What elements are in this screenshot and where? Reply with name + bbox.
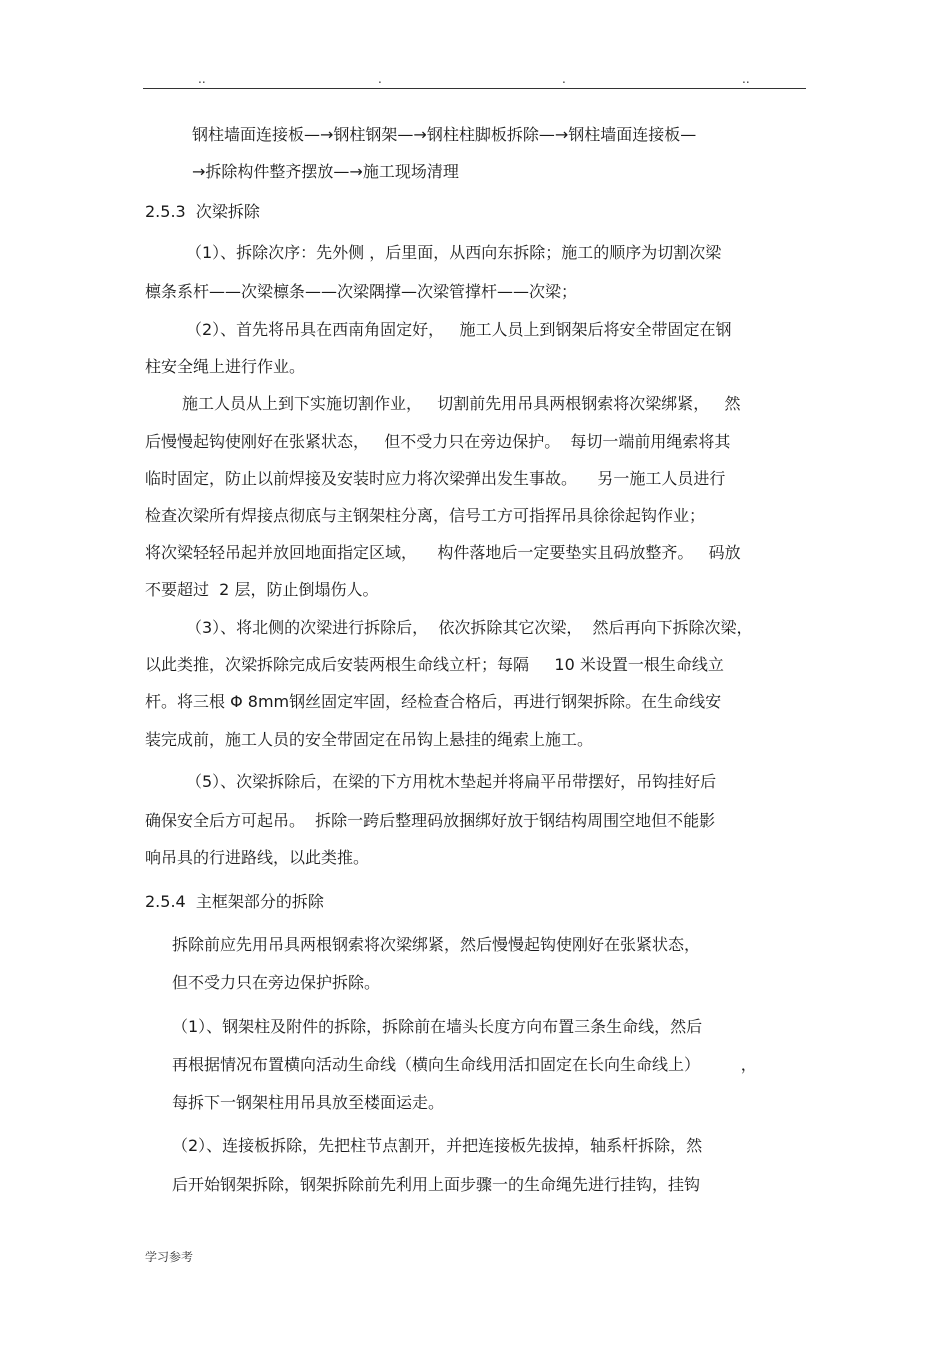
header-mark: . [562,72,566,86]
text-line: 临时固定，防止以前焊接及安装时应力将次梁弹出发生事故。 另一施工人员进行 [145,469,726,488]
text-line: →拆除构件整齐摆放—→施工现场清理 [192,162,459,181]
text-line: 确保安全后方可起吊。 拆除一跨后整理码放捆绑好放于钢结构周围空地但不能影 [145,811,716,830]
text-line: 檩条系杆——次梁檩条——次梁隅撑—次梁管撑杆——次梁； [145,282,578,301]
text-line: 钢柱墙面连接板—→钢柱钢架—→钢柱柱脚板拆除—→钢柱墙面连接板— [192,125,697,144]
text-line: 杆。将三根 Φ 8mm钢丝固定牢固，经检查合格后，再进行钢架拆除。在生命线安 [145,692,722,711]
text-line: 以此类推，次梁拆除完成后安装两根生命线立杆；每隔 10 米设置一根生命线立 [145,655,724,674]
header-mark: .. [742,72,750,86]
text-line: 施工人员从上到下实施切割作业， 切割前先用吊具两根钢索将次梁绑紧， 然 [182,394,741,413]
header-mark: .. [198,72,206,86]
section-heading: 2.5.3 次梁拆除 [145,202,260,221]
section-heading: 2.5.4 主框架部分的拆除 [145,892,324,911]
text-line: 检查次梁所有焊接点彻底与主钢架柱分离，信号工方可指挥吊具徐徐起钩作业； [145,506,706,525]
text-line: 后开始钢架拆除，钢架拆除前先利用上面步骤一的生命绳先进行挂钩，挂钩 [172,1175,701,1194]
text-line: （2）、首先将吊具在西南角固定好， 施工人员上到钢架后将安全带固定在钢 [186,320,732,339]
text-line: （3）、将北侧的次梁进行拆除后， 依次拆除其它次梁， 然后再向下拆除次梁， [186,618,753,637]
text-line: 每拆下一钢架柱用吊具放至楼面运走。 [172,1093,445,1112]
text-line: 再根据情况布置横向活动生命线（横向生命线用活扣固定在长向生命线上） ， [172,1055,757,1074]
text-line: 拆除前应先用吊具两根钢索将次梁绑紧，然后慢慢起钩使刚好在张紧状态， [172,935,701,954]
page-footer: 学习参考 [145,1250,194,1264]
text-line: 柱安全绳上进行作业。 [145,357,306,376]
text-line: （2）、连接板拆除，先把柱节点割开，并把连接板先拔掉，轴系杆拆除，然 [172,1136,703,1155]
text-line: 响吊具的行进路线，以此类推。 [145,848,370,867]
text-line: （1）、拆除次序：先外侧 ，后里面，从西向东拆除；施工的顺序为切割次梁 [186,243,722,262]
text-line: （1）、钢架柱及附件的拆除，拆除前在墙头长度方向布置三条生命线，然后 [172,1017,703,1036]
header-rule [143,88,806,89]
header-mark: . [378,72,382,86]
text-line: 不要超过 2 层，防止倒塌伤人。 [145,580,379,599]
text-line: 将次梁轻轻吊起并放回地面指定区域， 构件落地后一定要垫实且码放整齐。 码放 [145,543,741,562]
text-line: （5）、次梁拆除后，在梁的下方用枕木垫起并将扁平吊带摆好，吊钩挂好后 [186,772,717,791]
text-line: 装完成前，施工人员的安全带固定在吊钩上悬挂的绳索上施工。 [145,730,594,749]
text-line: 后慢慢起钩使刚好在张紧状态， 但不受力只在旁边保护。 每切一端前用绳索将其 [145,432,731,451]
text-line: 但不受力只在旁边保护拆除。 [172,973,381,992]
